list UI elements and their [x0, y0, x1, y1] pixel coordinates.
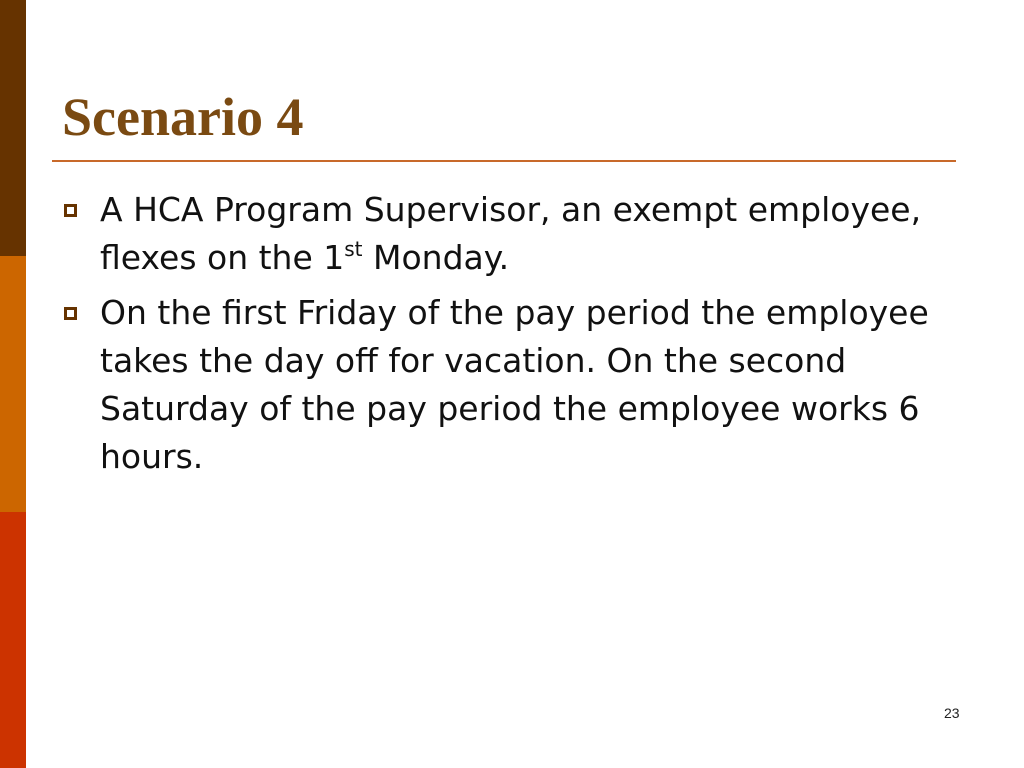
- left-stripe-middle: [0, 256, 26, 512]
- bullet-item: [62, 186, 982, 282]
- square-bullet-icon: [64, 204, 77, 217]
- ordinal-superscript: st: [344, 237, 363, 261]
- slide-title: Scenario 4: [62, 87, 304, 147]
- bullet-text-end: Monday.: [362, 238, 510, 277]
- bullet-text: On the first Friday of the pay period the employee takes the day off for vacation. On the second Saturday of the pay period the employee works 6 hours.: [100, 293, 929, 476]
- left-stripe-top: [0, 0, 26, 256]
- bullet-text-main: A HCA Program Supervisor, an exempt employee, flexes on the 1: [100, 190, 922, 277]
- bullet-item: [62, 289, 982, 481]
- bullet-list: [62, 186, 982, 488]
- page-number: 23: [944, 705, 960, 721]
- square-bullet-icon: [64, 307, 77, 320]
- title-divider: [52, 160, 956, 162]
- left-stripe-bottom: [0, 512, 26, 768]
- bullet-text: [100, 190, 921, 277]
